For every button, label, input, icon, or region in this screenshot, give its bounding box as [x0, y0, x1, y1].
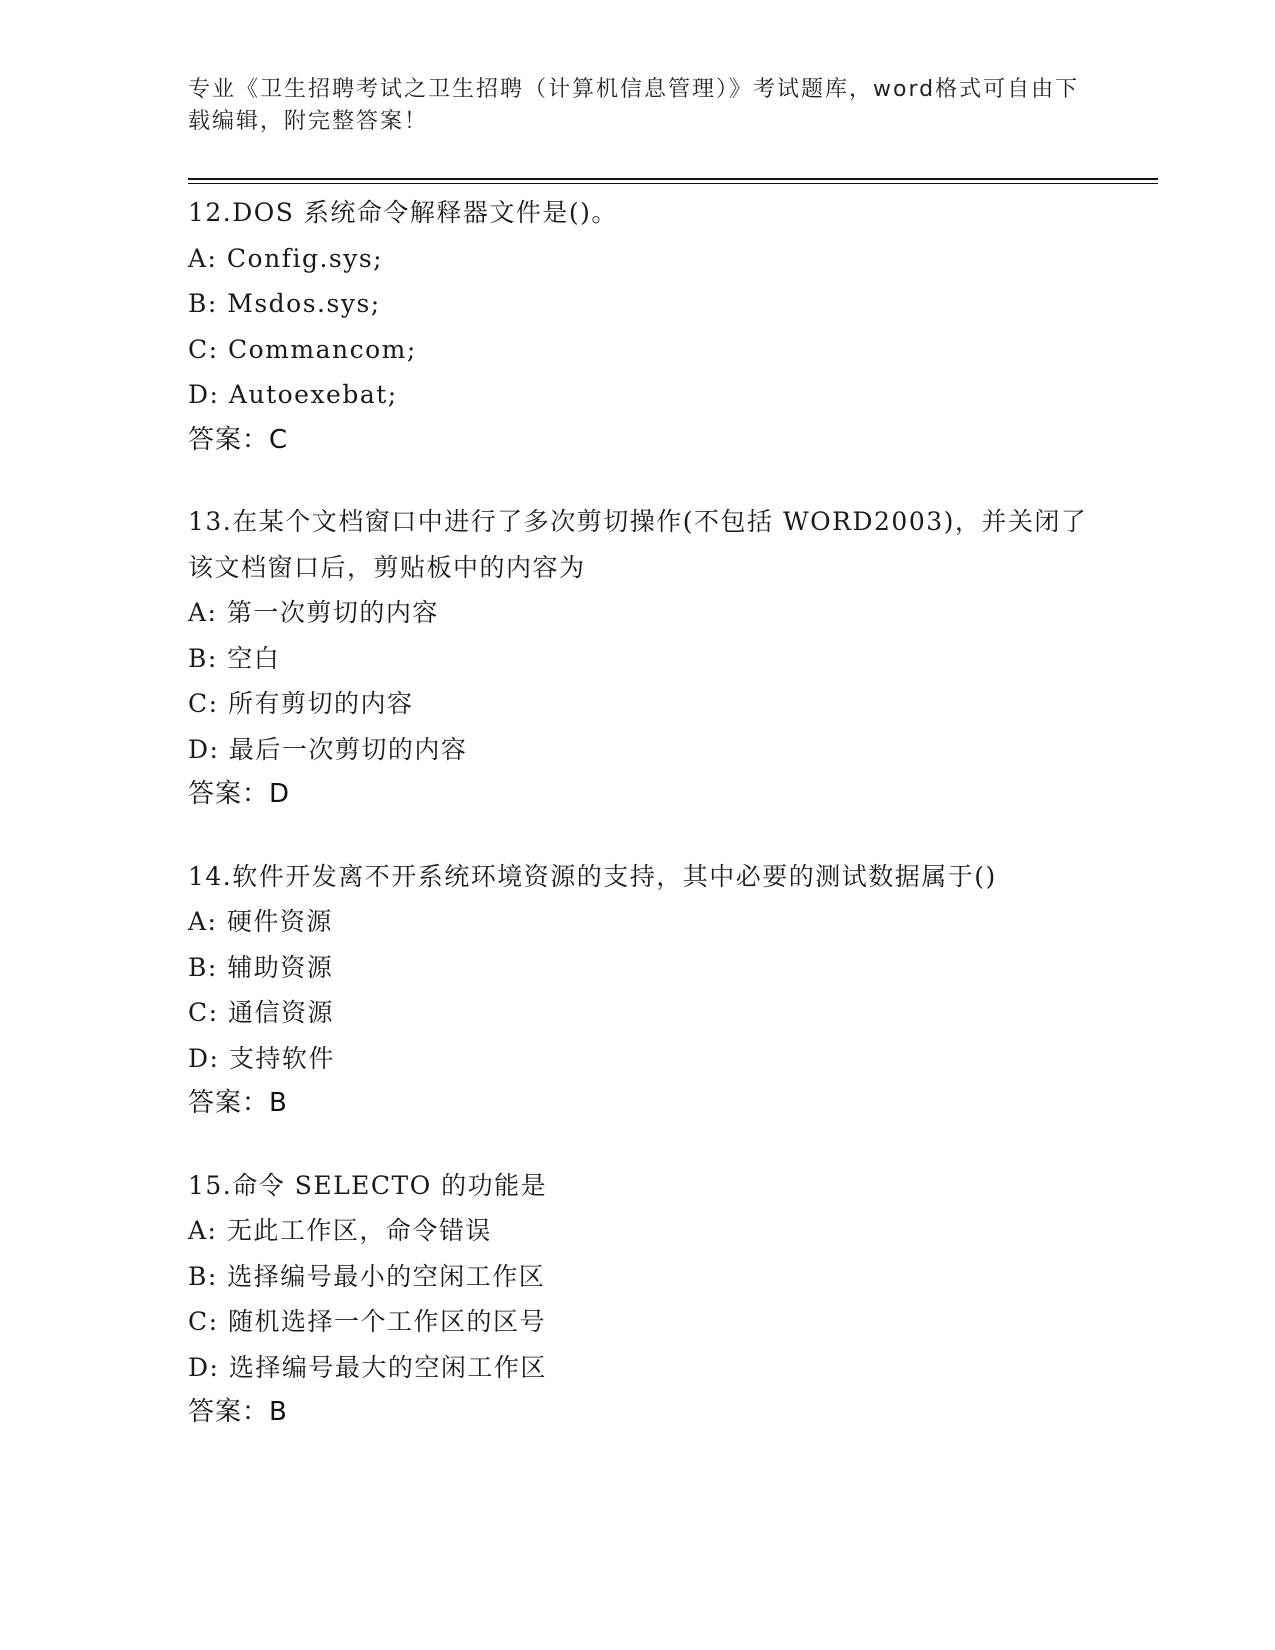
option-c: C: Commancom; [188, 334, 417, 364]
option-c: C: 随机选择一个工作区的区号 [188, 1307, 546, 1336]
option-a: A: 硬件资源 [188, 907, 333, 936]
question-list [188, 190, 1088, 1472]
question-text: 13.在某个文档窗口中进行了多次剪切操作(不包括 WORD2003)，并关闭了该文档窗口后，剪贴板中的内容为 [188, 507, 1088, 582]
question-text: 15.命令 SELECTO 的功能是 [188, 1170, 548, 1200]
option-b: B: Msdos.sys; [188, 289, 381, 318]
option-c: C: 通信资源 [188, 998, 334, 1027]
option-d: D: 最后一次剪切的内容 [188, 734, 468, 764]
answer-line: 答案：C [188, 424, 289, 455]
option-b: B: 选择编号最小的空闲工作区 [188, 1261, 546, 1291]
question-15 [188, 1163, 1088, 1436]
option-b: B: 辅助资源 [188, 952, 334, 982]
question-text: 14.软件开发离不开系统环境资源的支持，其中必要的测试数据属于() [188, 861, 997, 891]
option-a: A: 无此工作区，命令错误 [188, 1216, 492, 1245]
header-rule-thin [188, 183, 1158, 184]
option-d: D: 支持软件 [188, 1043, 335, 1073]
header-note: 专业《卫生招聘考试之卫生招聘（计算机信息管理）》考试题库，word格式可自由下载编辑，附完整答案！ [188, 77, 1080, 134]
option-b: B: 空白 [188, 643, 281, 673]
option-d: D: Autoexebat; [188, 380, 398, 409]
header-rule-thick [188, 178, 1158, 180]
question-14 [188, 854, 1088, 1127]
answer-line: 答案：B [188, 1088, 288, 1118]
option-a: A: 第一次剪切的内容 [188, 598, 439, 627]
question-13 [188, 499, 1088, 818]
option-d: D: 选择编号最大的空闲工作区 [188, 1352, 547, 1382]
option-c: C: 所有剪切的内容 [188, 689, 414, 718]
answer-line: 答案：B [188, 1397, 288, 1427]
question-12 [188, 190, 1088, 463]
option-a: A: Config.sys; [188, 243, 384, 273]
answer-line: 答案：D [188, 779, 291, 809]
question-text: 12.DOS 系统命令解释器文件是()。 [188, 198, 618, 227]
